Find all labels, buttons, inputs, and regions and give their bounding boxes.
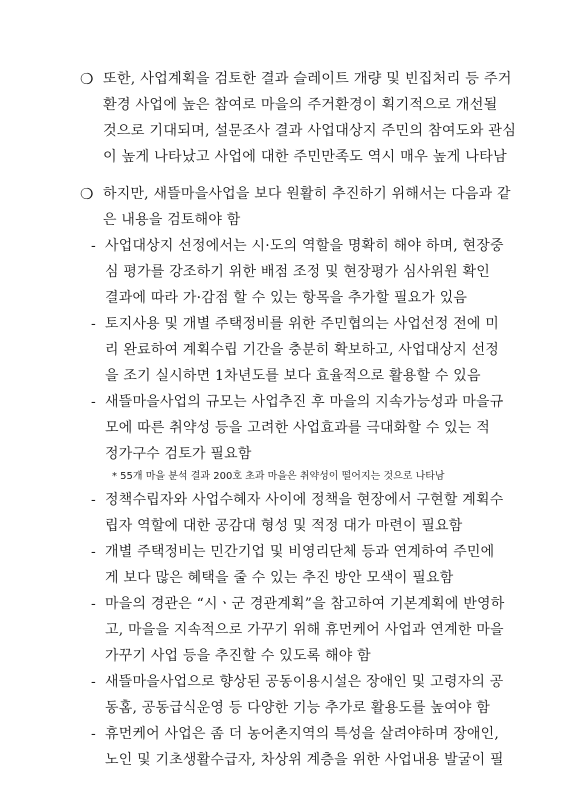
section-line: 이 높게 나타났고 사업에 대한 주민만족도 역시 매우 높게 나타남 [103, 149, 507, 165]
item-line: 새뜰마을사업으로 향상된 공동이용시설은 장애인 및 고령자의 공 [105, 674, 504, 690]
item-line: 가꾸기 사업 등을 추진할 수 있도록 해야 함 [105, 648, 371, 664]
section-line: 은 내용을 검토해야 함 [103, 212, 241, 228]
item-line: 심 평가를 강조하기 위한 배점 조정 및 현장평가 심사위원 확인 [105, 264, 490, 280]
section-marker-icon: ❍ [80, 70, 94, 88]
item-line: 마을의 경관은 “시ㆍ군 경관계획”을 참고하여 기본계획에 반영하 [105, 596, 505, 612]
item-line: 결과에 따라 가·감점 할 수 있는 항목을 추가할 필요가 있음 [105, 290, 468, 306]
item-line: 토지사용 및 개별 주택정비를 위한 주민협의는 사업선정 전에 미 [105, 316, 500, 332]
item-line: 모에 따른 취약성 등을 고려한 사업효과를 극대화할 수 있는 적 [105, 420, 490, 436]
item-line: 휴먼케어 사업은 좀 더 농어촌지역의 특성을 살려야하며 장애인, [105, 726, 500, 742]
dash-marker: - [91, 316, 96, 332]
item-line: 노인 및 기초생활수급자, 차상위 계층을 위한 사업내용 발굴이 필 [105, 752, 504, 768]
item-line: 개별 주택정비는 민간기업 및 비영리단체 등과 연계하여 주민에 [105, 544, 495, 560]
section-line: 또한, 사업계획을 검토한 결과 슬레이트 개량 및 빈집처리 등 주거 [103, 71, 512, 87]
dash-marker: - [91, 238, 96, 254]
dash-marker: - [91, 674, 96, 690]
item-line: 동홈, 공동급식운영 등 다양한 기능 추가로 활용도를 높여야 함 [105, 700, 490, 716]
section-line: 하지만, 새뜰마을사업을 보다 원활히 추진하기 위해서는 다음과 같 [103, 186, 511, 202]
dash-marker: - [91, 726, 96, 742]
dash-marker: - [91, 394, 96, 410]
dash-marker: - [91, 492, 96, 508]
dash-marker: - [91, 596, 96, 612]
item-line: 리 완료하여 계획수립 기간을 충분히 확보하고, 사업대상지 선정 [105, 342, 500, 358]
item-line: 정가구수 검토가 필요함 [105, 446, 252, 462]
footnote: * 55개 마을 분석 결과 200호 초과 마을은 취약성이 떨어지는 것으로 나타남 [112, 471, 445, 482]
item-line: 을 조기 실시하면 1차년도를 보다 효율적으로 활용할 수 있음 [105, 368, 481, 384]
item-line: 게 보다 많은 혜택을 줄 수 있는 추진 방안 모색이 필요함 [105, 570, 454, 586]
item-line: 정책수립자와 사업수혜자 사이에 정책을 현장에서 구현할 계획수 [105, 492, 504, 508]
section-line: 것으로 기대되며, 설문조사 결과 사업대상지 주민의 참여도와 관심 [103, 123, 517, 139]
item-line: 립자 역할에 대한 공감대 형성 및 적정 대가 마련이 필요함 [105, 518, 463, 534]
item-line: 사업대상지 선정에서는 시·도의 역할을 명확히 해야 하며, 현장중 [105, 238, 504, 254]
dash-marker: - [91, 544, 96, 560]
section-line: 환경 사업에 높은 참여로 마을의 주거환경이 획기적으로 개선될 [103, 97, 498, 113]
item-line: 새뜰마을사업의 규모는 사업추진 후 마을의 지속가능성과 마을규 [105, 394, 504, 410]
item-line: 고, 마을을 지속적으로 가꾸기 위해 휴먼케어 사업과 연계한 마을 [105, 622, 504, 638]
section-marker-icon: ❍ [80, 185, 94, 203]
